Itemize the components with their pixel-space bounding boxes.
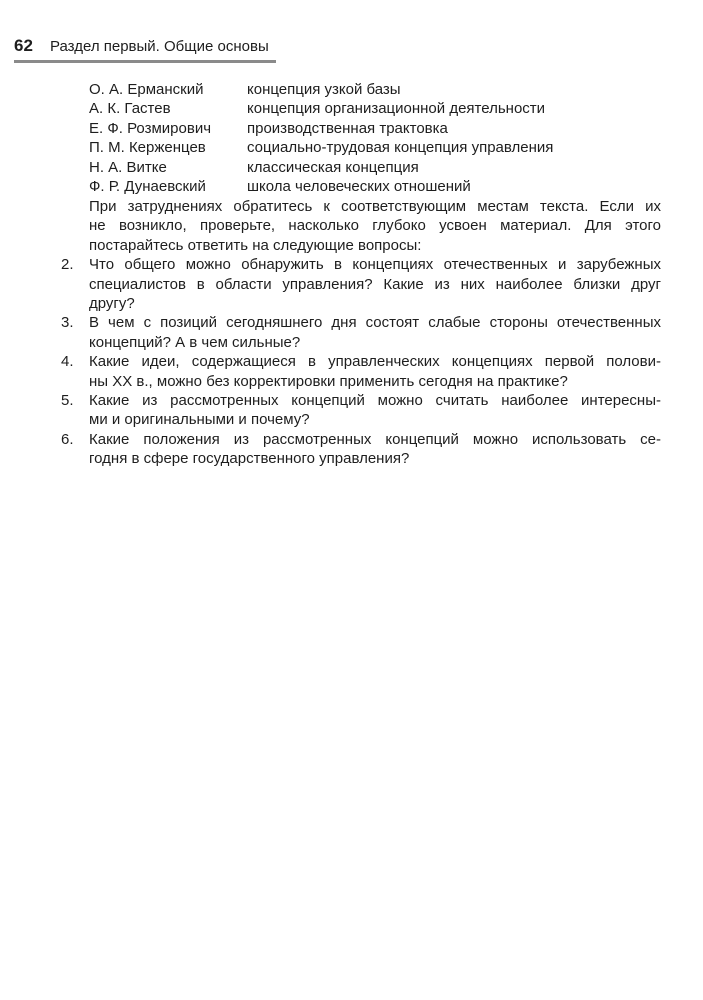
page-header (14, 36, 276, 60)
concept-row (89, 99, 649, 118)
question-number: 4. (61, 353, 74, 371)
question-number: 5. (61, 392, 74, 410)
question-item (61, 391, 661, 430)
question-line: ми и оригинальными и почему? (89, 411, 310, 429)
question-item (61, 313, 661, 352)
concept-row (89, 158, 649, 177)
concept-author: О. А. Ерманский (89, 81, 204, 98)
concept-author: П. М. Керженцев (89, 139, 206, 157)
question-line: концепций? А в чем сильные? (89, 333, 301, 351)
question-item (61, 430, 661, 469)
question-line: Какие положения из рассмотренных концепций можно использовать се- (89, 430, 661, 448)
paragraph-line: не возникло, проверьте, насколько глубоко усвоен материал. Для этого (89, 217, 661, 235)
concept-row (89, 80, 649, 99)
concept-author: Ф. Р. Дунаевский (89, 177, 206, 195)
concept-name: производственная трактовка (247, 119, 448, 137)
question-number: 6. (61, 430, 74, 448)
concept-author: Е. Ф. Розмирович (89, 119, 212, 137)
question-line: другу? (89, 295, 135, 313)
concept-row (89, 177, 649, 196)
question-line: специалистов в области управления? Какие из них наиболее близки друг (89, 275, 661, 293)
question-number: 2. (61, 256, 74, 274)
question-line: Какие идеи, содержащиеся в управленческих концепциях первой полови- (89, 353, 661, 371)
concept-name: концепция организационной деятельности (247, 100, 546, 118)
concept-name: социально-трудовая концепция управления (247, 139, 554, 157)
concept-row (89, 119, 649, 138)
question-item (61, 255, 661, 313)
header-rule (14, 60, 276, 63)
paragraph-line: постарайтесь ответить на следующие вопросы: (89, 236, 422, 254)
question-item (61, 352, 661, 391)
question-line: Что общего можно обнаружить в концепциях отечественных и зарубежных (89, 256, 661, 274)
concept-author: А. К. Гастев (89, 100, 171, 118)
concept-table (89, 80, 649, 196)
question-line: В чем с позиций сегодняшнего дня состоят слабые стороны отечественных (89, 314, 661, 332)
concept-name: концепция узкой базы (247, 81, 401, 98)
question-number: 3. (61, 314, 74, 332)
concept-author: Н. А. Витке (89, 158, 167, 176)
page-number: 62 (14, 36, 33, 55)
concept-name: классическая концепция (247, 158, 419, 176)
concept-row (89, 138, 649, 157)
concept-name: школа человеческих отношений (247, 177, 471, 195)
paragraph-line: При затруднениях обратитесь к соответствующим местам текста. Если их (89, 198, 661, 215)
section-title: Раздел первый. Общие основы (50, 38, 269, 55)
question-line: ны XX в., можно без корректировки применить сегодня на практике? (89, 372, 568, 390)
body-text (61, 197, 661, 469)
question-line: годня в сфере государственного управления? (89, 450, 410, 468)
instruction-paragraph (61, 197, 661, 255)
question-line: Какие из рассмотренных концепций можно считать наиболее интересны- (89, 392, 661, 410)
